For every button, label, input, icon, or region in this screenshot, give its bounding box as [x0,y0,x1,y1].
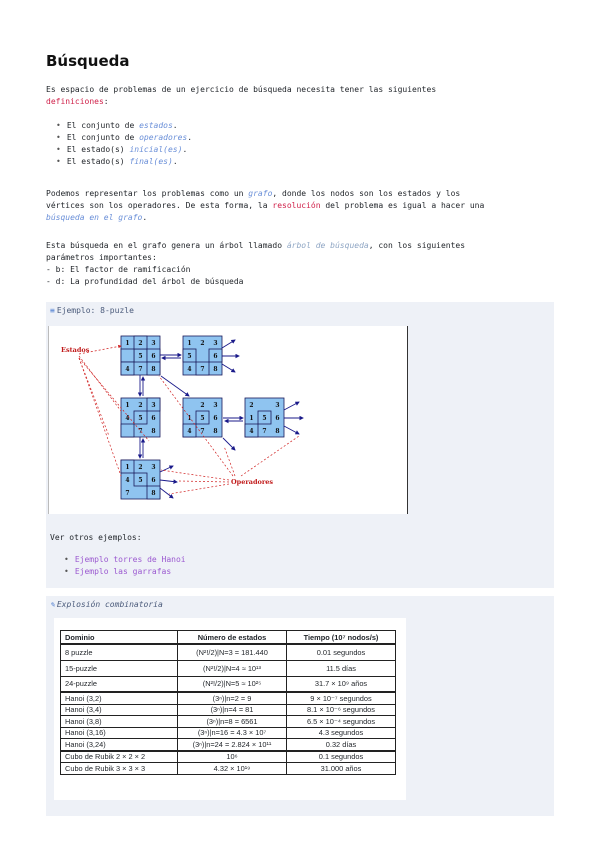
estados-label: Estados [61,346,90,354]
svg-text:7: 7 [138,366,143,373]
list-item: • El estado(s) inicial(es). [56,144,192,156]
see-other-examples: Ver otros ejemplos: [50,533,142,542]
svg-text:2: 2 [200,402,205,409]
table-row: Hanoi (3,2) (3ⁿ)|n=2 = 9 9 × 10⁻⁷ segundos [61,692,396,704]
svg-text:1: 1 [249,415,254,422]
svg-text:8: 8 [151,428,156,435]
table-row: 24-puzzle (N²!/2)|N=5 ≈ 10²⁵ 31.7 × 10⁹ años [61,676,396,692]
svg-text:3: 3 [151,402,156,409]
callout-title[interactable]: ✎ Explosión combinatoria [50,600,163,609]
column-header: Tiempo (10⁷ nodos/s) [287,631,396,645]
puzzle-diagram [49,326,407,514]
examples-list [56,554,186,578]
definitions-list [46,120,192,168]
link-hanoi[interactable]: • Ejemplo torres de Hanoi [64,554,186,566]
svg-text:7: 7 [125,490,130,497]
svg-text:1: 1 [125,340,130,347]
table-row: 15-puzzle (N²!/2)|N=4 ≈ 10¹³ 11.5 días [61,660,396,676]
svg-text:6: 6 [275,415,280,422]
state-mid-left [121,398,160,437]
svg-text:7: 7 [200,428,205,435]
svg-text:6: 6 [151,415,156,422]
state-bottom [121,460,160,499]
svg-text:7: 7 [138,428,143,435]
list-item: • El conjunto de operadores. [56,132,192,144]
puzzle-figure [48,326,408,514]
state-right-top [183,336,222,375]
svg-text:3: 3 [213,340,218,347]
svg-text:5: 5 [138,415,143,422]
svg-text:3: 3 [151,340,156,347]
svg-text:6: 6 [151,477,156,484]
table-row: Hanoi (3,8) (3ⁿ)|n=8 = 6561 6.5 × 10⁻⁴ segundos [61,716,396,728]
grafo-link[interactable]: grafo [248,189,273,198]
svg-text:4: 4 [125,366,130,373]
svg-text:8: 8 [151,366,156,373]
svg-text:5: 5 [138,353,143,360]
table-row: Cubo de Rubik 3 × 3 × 3 4.32 × 10¹⁹ 31.000 años [61,763,396,775]
table-row: Hanoi (3,4) (3ⁿ)|n=4 = 81 8.1 × 10⁻⁶ segundos [61,704,396,716]
svg-text:7: 7 [262,428,267,435]
column-header: Número de estados [178,631,287,645]
svg-text:5: 5 [187,353,192,360]
svg-text:5: 5 [138,477,143,484]
table-row: Hanoi (3,16) (3ⁿ)|n=16 = 4.3 × 10⁷ 4.3 segundos [61,727,396,739]
complexity-table [60,630,396,775]
svg-text:2: 2 [249,402,254,409]
state-mid-center [183,398,222,437]
svg-text:4: 4 [125,415,130,422]
definiciones-link[interactable]: definiciones [46,97,104,106]
callout-title[interactable]: ≡ Ejemplo: 8-puzle [50,306,134,315]
svg-text:2: 2 [138,464,143,471]
table-row: Hanoi (3,24) (3ⁿ)|n=24 = 2.824 × 10¹¹ 0.32 días [61,739,396,751]
svg-text:2: 2 [138,340,143,347]
example-callout [46,302,554,588]
svg-text:1: 1 [187,340,192,347]
svg-text:7: 7 [200,366,205,373]
svg-text:1: 1 [125,464,130,471]
graph-paragraph: Podemos representar los problemas como un grafo, donde los nodos son los estados y los vértices son los operadores. De esta forma, la resolución del problema es igual a hacer una búsqueda en el grafo. [46,189,485,222]
svg-text:8: 8 [275,428,280,435]
list-icon: ≡ [50,306,55,315]
operadores-label: Operadores [231,478,274,486]
arbol-busqueda-link[interactable]: árbol de búsqueda [286,241,369,250]
svg-text:5: 5 [262,415,267,422]
list-item: • El estado(s) final(es). [56,156,192,168]
list-item: • El conjunto de estados. [56,120,192,132]
svg-text:8: 8 [213,366,218,373]
table-header-row [61,631,396,645]
combinatorial-callout [46,596,554,816]
state-mid-right [245,398,284,437]
tree-paragraph: Esta búsqueda en el grafo genera un árbol llamado árbol de búsqueda, con los siguientes parámetros importantes: - b: El factor de ramificación - d: La profundidad del árbol de búsqueda [46,241,466,286]
table-row: 8 puzzle (N²!/2)|N=3 = 181.440 0.01 segundos [61,644,396,660]
svg-text:1: 1 [187,415,192,422]
svg-text:6: 6 [213,415,218,422]
svg-text:6: 6 [151,353,156,360]
svg-text:6: 6 [213,353,218,360]
svg-text:4: 4 [187,366,192,373]
svg-text:1: 1 [125,402,130,409]
svg-text:5: 5 [200,415,205,422]
link-garrafas[interactable]: • Ejemplo las garrafas [64,566,186,578]
svg-text:2: 2 [138,402,143,409]
svg-text:3: 3 [275,402,280,409]
svg-text:8: 8 [213,428,218,435]
svg-text:4: 4 [125,477,130,484]
column-header: Dominio [61,631,178,645]
svg-text:3: 3 [151,464,156,471]
svg-text:4: 4 [187,428,192,435]
table-figure [54,618,406,800]
resolucion-link[interactable]: resolución [272,201,321,210]
table-row: Cubo de Rubik 2 × 2 × 2 10⁶ 0.1 segundos [61,751,396,763]
svg-text:8: 8 [151,490,156,497]
svg-text:2: 2 [200,340,205,347]
svg-text:4: 4 [249,428,254,435]
intro-paragraph: Es espacio de problemas de un ejercicio de búsqueda necesita tener las siguientes definiciones: [46,85,437,106]
busqueda-grafo-link[interactable]: búsqueda en el grafo [46,213,143,222]
svg-text:3: 3 [213,402,218,409]
state-root [121,336,160,375]
page-title: Búsqueda [46,52,130,70]
pencil-icon: ✎ [50,600,55,609]
